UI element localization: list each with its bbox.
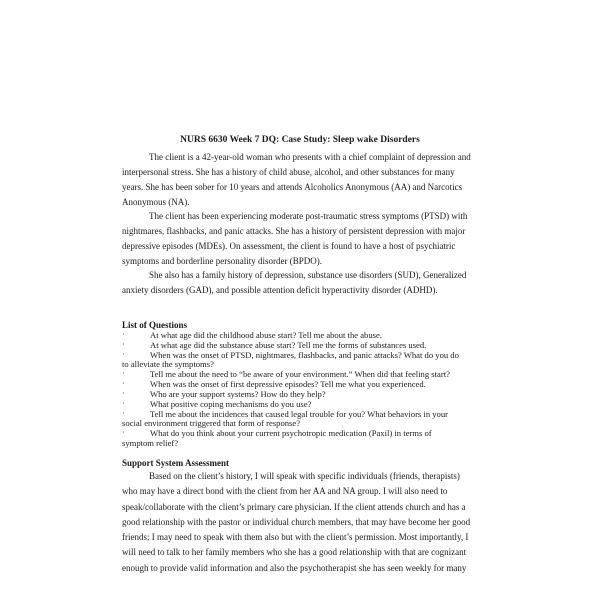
question-line: What do you think about your current psychotropic medication (Paxil) in terms of: [150, 428, 432, 439]
question-line: symptom relief?: [122, 437, 179, 448]
question-line: At what age did the childhood abuse start? Tell me about the abuse.: [150, 330, 382, 340]
question-line: What positive coping mechanisms do you use?: [150, 398, 312, 409]
paragraph-line: The client is a 42-year-old woman who presents with a chief complaint of depression and: [149, 152, 471, 162]
paragraph-line: interpersonal stress. She has a history of child abuse, alcohol, and other substances for many: [122, 167, 455, 177]
question-line: Tell me about the incidences that caused legal trouble for you? What behaviors in your: [150, 408, 449, 419]
paragraph-line: symptoms and borderline personality disorder (BPDO).: [122, 256, 322, 266]
bullet-icon: ·: [122, 339, 125, 349]
intro-paragraph-1: [122, 150, 482, 210]
paragraph-line: anxiety disorders (GAD), and possible attention deficit hyperactivity disorder (ADHD).: [122, 285, 438, 295]
intro-paragraph-2: [122, 209, 482, 269]
intro-paragraph-3: [122, 268, 482, 298]
paragraph-line: She also has a family history of depression, substance use disorders (SUD), Generalized: [149, 270, 467, 280]
paragraph-line: years. She has been sober for 10 years and attends Alcoholics Anonymous (AA) and Narcotics: [122, 182, 463, 192]
question-line: When was the onset of PTSD, nightmares, flashbacks, and panic attacks? What do you do: [150, 349, 459, 360]
question-line: to alleviate the symptoms?: [122, 359, 214, 370]
bullet-icon: ·: [122, 379, 125, 389]
paragraph-line: who may have a direct bond with the client from her AA and NA group. I will also need to: [122, 486, 448, 497]
question-item: [122, 341, 482, 351]
question-item: [122, 429, 482, 448]
questions-heading: List of Questions: [122, 320, 188, 330]
document-title: NURS 6630 Week 7 DQ: Case Study: Sleep wake Disorders: [180, 135, 420, 145]
question-line: When was the onset of first depressive episodes? Tell me what you experienced.: [150, 379, 426, 390]
support-paragraph: [122, 469, 482, 576]
bullet-icon: ·: [122, 408, 125, 418]
bullet-icon: ·: [122, 349, 125, 359]
question-line: At what age did the substance abuse start? Tell me the forms of substances used.: [150, 339, 427, 350]
question-item: [122, 351, 482, 370]
support-heading: Support System Assessment: [122, 458, 230, 468]
paragraph-line: nightmares, flashbacks, and panic attacks. She has a history of persistent depression with major: [122, 226, 466, 236]
paragraph-line: speak/collaborate with the client’s primary care physician. If the client attends church and has a: [122, 501, 466, 512]
paragraph-line: good relationship with the pastor or individual church members, that may have become her good: [122, 516, 471, 527]
paragraph-line: will need to talk to her family members who she has a good relationship with that are cognizant: [122, 547, 467, 558]
bullet-icon: ·: [122, 330, 125, 339]
question-line: Tell me about the need to “be aware of your environment.” When did that feeling start?: [150, 369, 450, 380]
question-line: social environment triggered that form of response?: [122, 418, 301, 429]
bullet-icon: ·: [122, 398, 125, 408]
bullet-icon: ·: [122, 428, 125, 438]
question-item: [122, 410, 482, 429]
paragraph-line: Anonymous (NA).: [122, 197, 190, 207]
paragraph-line: The client has been experiencing moderate post-traumatic stress symptoms (PTSD) with: [149, 211, 468, 221]
paragraph-line: enough to provide valid information and also the psychotherapist she has seen weekly for many: [122, 562, 467, 573]
questions-list: [122, 331, 482, 449]
bullet-icon: ·: [122, 388, 125, 398]
bullet-icon: ·: [122, 369, 125, 379]
question-item: [122, 400, 482, 410]
paragraph-line: friends; I may need to speak with them also but with the client’s permission. Most importantly, I: [122, 532, 469, 543]
paragraph-line: depressive episodes (MDEs). On assessment, the client is found to have a host of psychiatric: [122, 241, 456, 251]
paragraph-line: Based on the client’s history, I will speak with specific individuals (friends, therapists): [149, 471, 460, 481]
question-line: Who are your support systems? How do they help?: [150, 388, 326, 399]
